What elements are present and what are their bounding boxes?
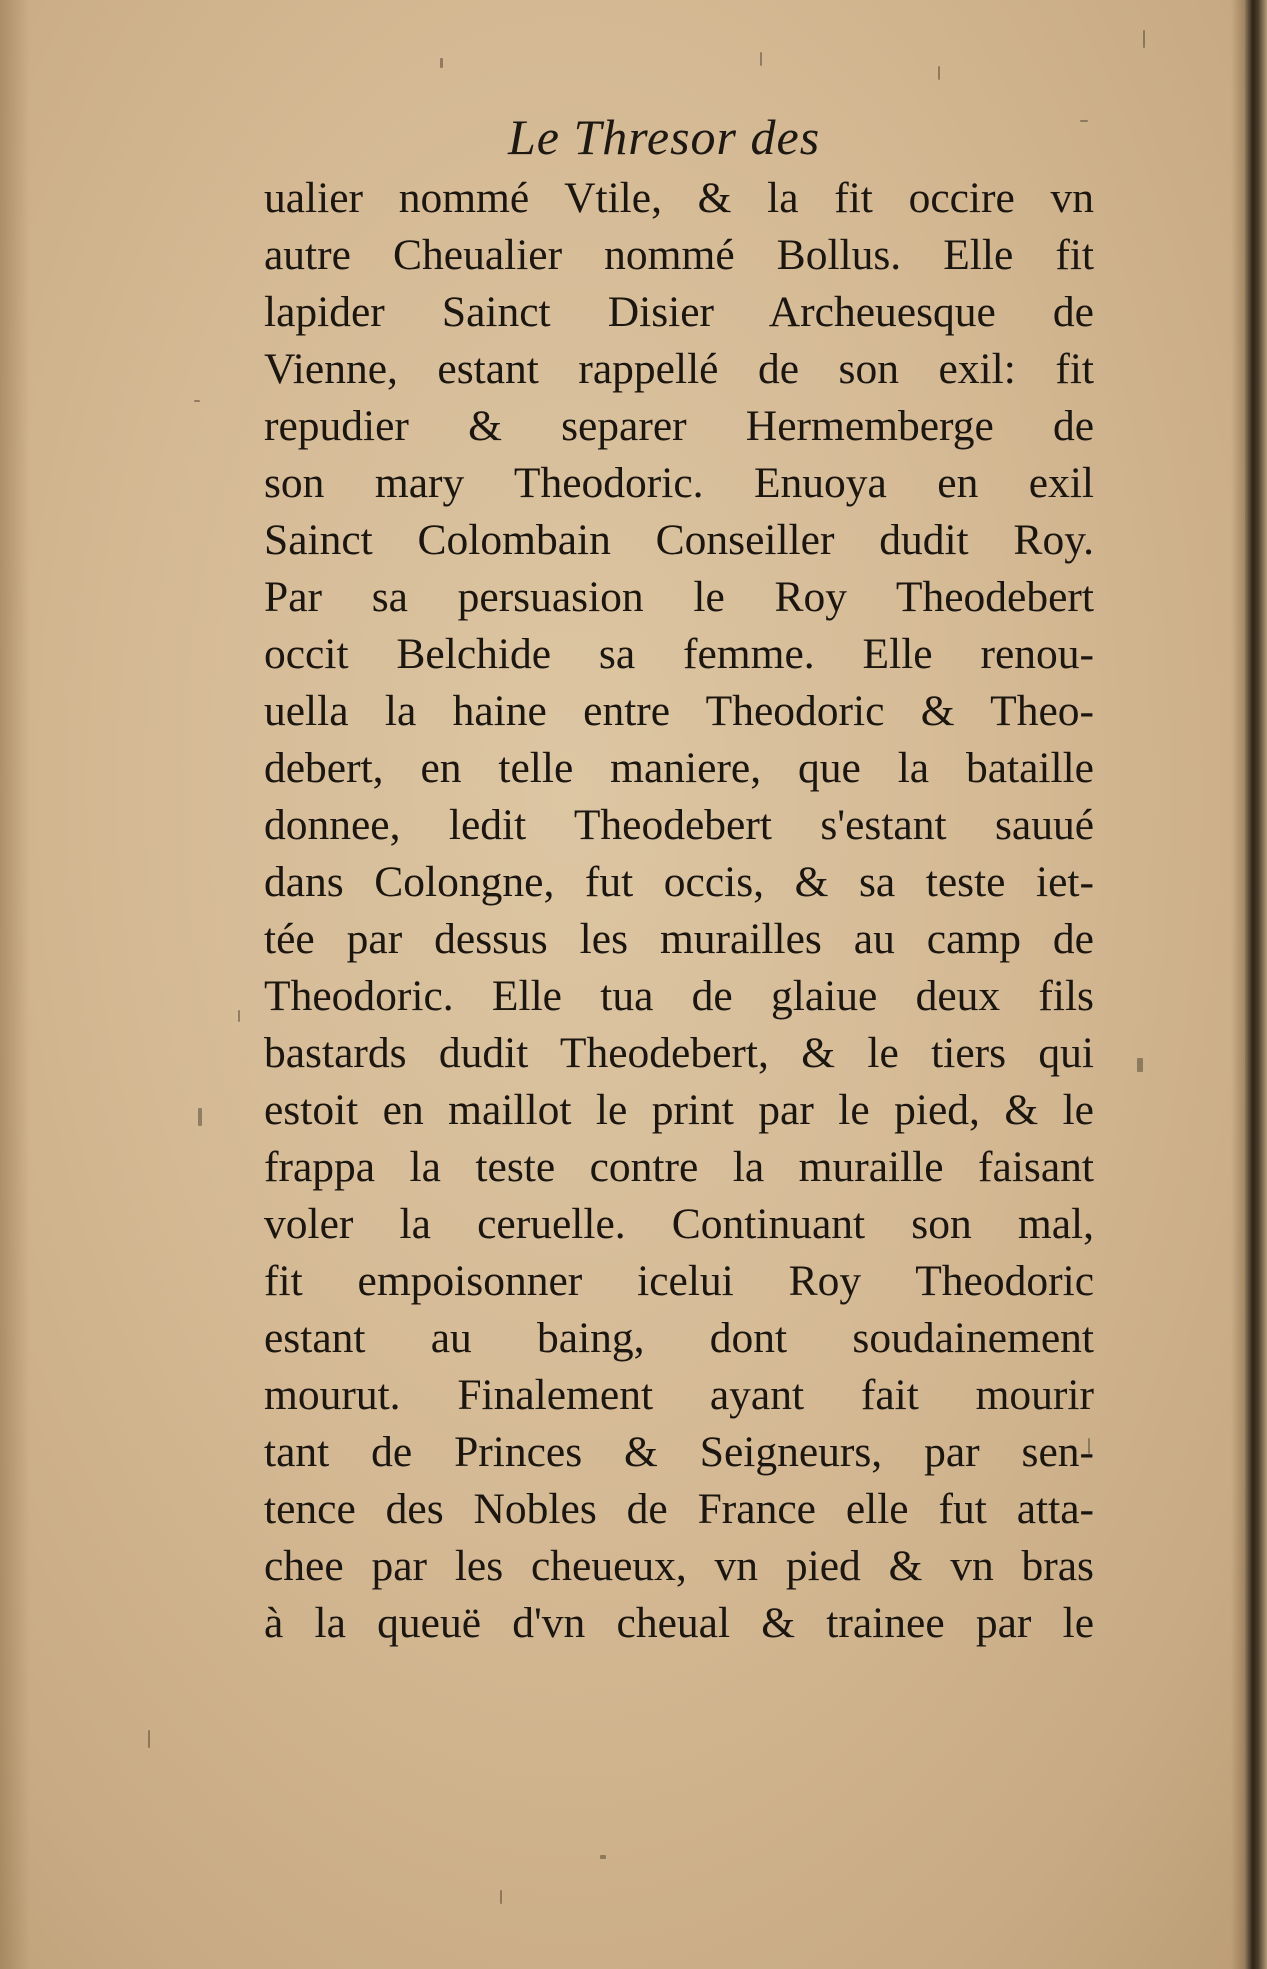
- text-line: tant de Princes & Seigneurs, par sen-: [264, 1428, 1094, 1476]
- text-line: debert, en telle maniere, que la bataille: [264, 744, 1094, 792]
- running-header: Le Thresor des: [508, 109, 821, 165]
- page-left-shadow: [0, 0, 30, 1969]
- text-line: son mary Theodoric. Enuoya en exil: [264, 459, 1094, 507]
- text-line: donnee, ledit Theodebert s'estant sauué: [264, 801, 1094, 849]
- text-line: Theodoric. Elle tua de glaiue deux fils: [264, 972, 1094, 1020]
- text-line: repudier & separer Hermemberge de: [264, 402, 1094, 450]
- text-line: mourut. Finalement ayant fait mourir: [264, 1371, 1094, 1419]
- text-line: fit empoisonner icelui Roy Theodoric: [264, 1257, 1094, 1305]
- text-line: voler la ceruelle. Continuant son mal,: [264, 1200, 1094, 1248]
- text-line: dans Colongne, fut occis, & sa teste iet-: [264, 858, 1094, 906]
- text-line: à la queuë d'vn cheual & trainee par le: [264, 1599, 1094, 1647]
- text-line: tée par dessus les murailles au camp de: [264, 915, 1094, 963]
- text-line: ualier nommé Vtile, & la fit occire vn: [264, 174, 1094, 222]
- body-text: [264, 170, 1094, 1652]
- text-line: frappa la teste contre la muraille faisant: [264, 1143, 1094, 1191]
- text-line: bastards dudit Theodebert, & le tiers qui: [264, 1029, 1094, 1077]
- page-fold-shadow: [1231, 0, 1245, 1969]
- text-line: Sainct Colombain Conseiller dudit Roy.: [264, 516, 1094, 564]
- text-line: lapider Sainct Disier Archeuesque de: [264, 288, 1094, 336]
- text-line: chee par les cheueux, vn pied & vn bras: [264, 1542, 1094, 1590]
- text-line: autre Cheualier nommé Bollus. Elle fit: [264, 231, 1094, 279]
- text-line: uella la haine entre Theodoric & Theo-: [264, 687, 1094, 735]
- text-line: Par sa persuasion le Roy Theodebert: [264, 573, 1094, 621]
- text-line: Vienne, estant rappellé de son exil: fit: [264, 345, 1094, 393]
- book-binding-edge: [1245, 0, 1267, 1969]
- text-line: tence des Nobles de France elle fut atta-: [264, 1485, 1094, 1533]
- text-line: estoit en maillot le print par le pied, & le: [264, 1086, 1094, 1134]
- text-line: occit Belchide sa femme. Elle renou-: [264, 630, 1094, 678]
- text-line: estant au baing, dont soudainement: [264, 1314, 1094, 1362]
